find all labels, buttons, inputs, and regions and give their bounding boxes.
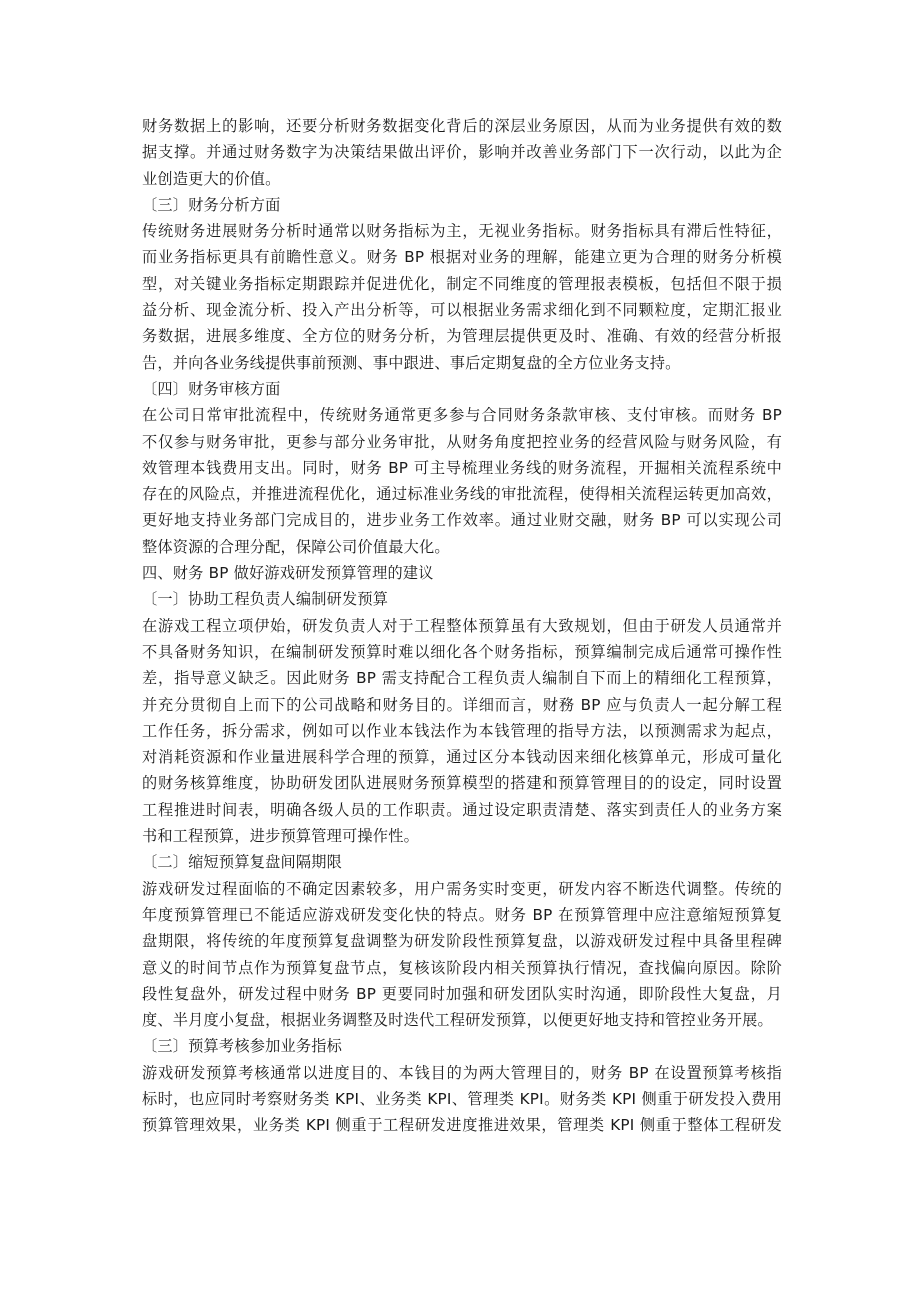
text-line: 标时，也应同时考察财务类 KPI、业务类 KPI、管理类 KPI。财务类 KPI 侧重于研发投入费用 xyxy=(142,1089,782,1108)
section-heading: 〔三〕财务分析方面 xyxy=(142,195,281,214)
text-line: 存在的风险点，并推进流程优化，通过标准业务线的审批流程，使得相关流程运转更加高效， xyxy=(142,485,782,504)
section-heading: 〔三〕预算考核参加业务指标 xyxy=(142,1037,343,1056)
text-line: 不仅参与财务审批，更参与部分业务审批，从财务角度把控业务的经营风险与财务风险，有 xyxy=(142,432,782,451)
chapter-heading: 四、财务 BP 做好游戏研发预算管理的建议 xyxy=(142,564,434,583)
text-line: 传统财务进展财务分析时通常以财务指标为主，无视业务指标。财务指标具有滞后性特征， xyxy=(142,222,782,241)
section-heading: 〔二〕缩短预算复盘间隔期限 xyxy=(142,853,343,872)
text-line: 预算管理效果，业务类 KPI 侧重于工程研发进度推进效果，管理类 KPI 侧重于整体工程研发 xyxy=(142,1116,782,1135)
text-line: 在公司日常审批流程中，传统财务通常更多参与合同财务条款审核、支付审核。而财务 BP xyxy=(142,406,782,425)
paragraph xyxy=(142,113,782,192)
text-line: 书和工程预算，进步预算管理可操作性。 xyxy=(142,827,419,846)
document-page xyxy=(142,113,782,1139)
paragraph xyxy=(142,402,782,560)
text-line: 而业务指标更具有前瞻性意义。财务 BP 根据对业务的理解，能建立更为合理的财务分析模 xyxy=(142,248,782,267)
text-line: 在游戏工程立项伊始，研发负责人对于工程整体预算虽有大致规划，但由于研发人员通常并 xyxy=(142,616,782,635)
text-line: 益分析、现金流分析、投入产出分析等，可以根据业务需求细化到不同颗粒度，定期汇报业 xyxy=(142,301,782,320)
section-heading: 〔四〕财务审核方面 xyxy=(142,379,281,398)
text-line: 差，指导意义缺乏。因此财务 BP 需支持配合工程负责人编制自下而上的精细化工程预算， xyxy=(142,669,782,688)
text-line: 并充分贯彻自上而下的公司战略和财务目的。详细而言，财務 BP 应与负责人一起分解工程 xyxy=(142,695,782,714)
text-line: 不具备财务知识，在编制研发预算时难以细化各个财务指标，预算编制完成后通常可操作性 xyxy=(142,642,782,661)
text-line: 务数据，进展多维度、全方位的财务分析，为管理层提供更及时、准确、有效的经营分析报 xyxy=(142,327,782,346)
text-line: 工作任务，拆分需求，例如可以作业本钱法作为本钱管理的指导方法，以预测需求为起点， xyxy=(142,721,782,740)
text-line: 游戏研发过程面临的不确定因素较多，用户需务实时变更，研发内容不断迭代调整。传统的 xyxy=(142,879,782,898)
text-line: 的财务核算维度，协助研发团队进展财务预算模型的搭建和预算管理目的的设定，同时设置 xyxy=(142,774,782,793)
paragraph xyxy=(142,876,782,1034)
text-line: 段性复盘外，研发过程中财务 BP 更要同时加强和研发团队实时沟通，即阶段性大复盘，月 xyxy=(142,984,782,1003)
text-line: 业创造更大的价值。 xyxy=(142,169,281,188)
text-line: 效管理本钱费用支出。同时，财务 BP 可主导梳理业务线的财务流程，开掘相关流程系统中 xyxy=(142,458,782,477)
text-line: 财务数据上的影响，还要分析财务数据变化背后的深层业务原因，从而为业务提供有效的数 xyxy=(142,117,782,135)
text-line: 据支撑。并通过财务数字为决策结果做出评价，影响并改善业务部门下一次行动，以此为企 xyxy=(142,143,782,162)
text-line: 年度预算管理已不能适应游戏研发变化快的特点。财务 BP 在预算管理中应注意缩短预算复 xyxy=(142,905,782,924)
paragraph xyxy=(142,613,782,850)
text-line: 对消耗资源和作业量进展科学合理的预算，通过区分本钱动因来细化核算单元，形成可量化 xyxy=(142,748,782,767)
text-line: 度、半月度小复盘，根据业务调整及时迭代工程研发预算，以便更好地支持和管控业务开展。 xyxy=(142,1011,773,1030)
paragraph xyxy=(142,218,782,376)
text-line: 意义的时间节点作为预算复盘节点，复核该阶段内相关预算执行情况，查找偏向原因。除阶 xyxy=(142,958,782,977)
text-line: 更好地支持业务部门完成目的，进步业务工作效率。通过业财交融，财务 BP 可以实现公司 xyxy=(142,511,782,530)
text-line: 工程推进时间表，明确各级人员的工作职责。通过设定职责清楚、落实到责任人的业务方案 xyxy=(142,800,782,819)
section-heading: 〔一〕协助工程负责人编制研发预算 xyxy=(142,590,389,609)
text-line: 整体资源的合理分配，保障公司价值最大化。 xyxy=(142,537,450,556)
text-line: 游戏研发预算考核通常以进度目的、本钱目的为两大管理目的，财务 BP 在设置预算考核指 xyxy=(142,1063,782,1082)
paragraph xyxy=(142,1060,782,1139)
text-line: 告，并向各业务线提供事前预测、事中跟进、事后定期复盘的全方位业务支持。 xyxy=(142,353,681,372)
text-line: 盘期限，将传统的年度预算复盘调整为研发阶段性预算复盘，以游戏研发过程中具备里程碑 xyxy=(142,932,782,951)
text-line: 型，对关键业务指标定期跟踪并促进优化，制定不同维度的管理报表模板，包括但不限于损 xyxy=(142,274,782,293)
